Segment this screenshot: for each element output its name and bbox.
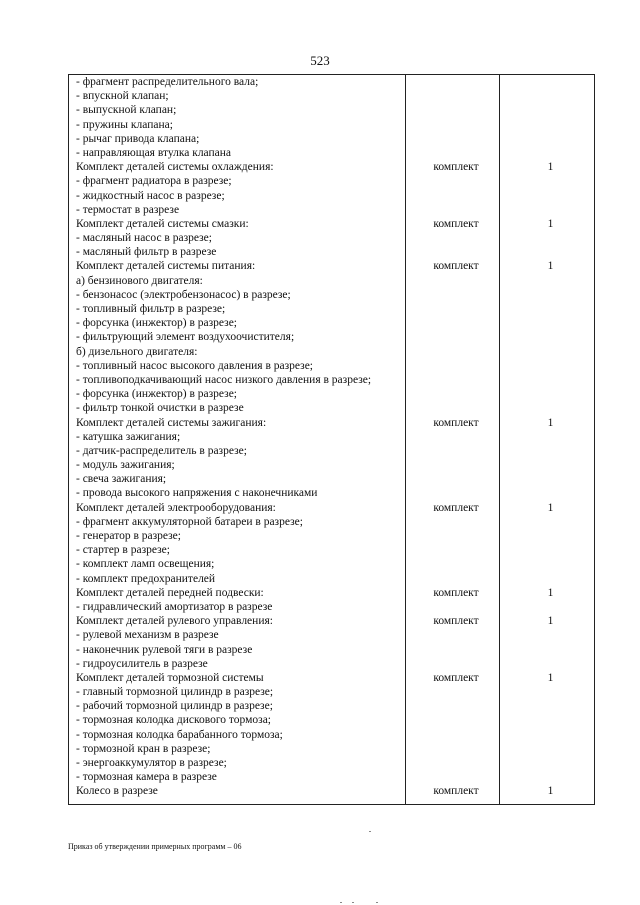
item-name: - топливный фильтр в разрезе; <box>76 303 226 315</box>
item-name: - генератор в разрезе; <box>76 530 181 542</box>
quantity-cell <box>507 189 594 203</box>
quantity-cell <box>507 373 594 387</box>
quantity-cell: 1 <box>547 260 554 273</box>
quantity-cell <box>507 75 594 89</box>
quantity-cell <box>507 430 594 444</box>
quantity-cell <box>507 330 594 344</box>
item-name: - рабочий тормозной цилиндр в разрезе; <box>76 700 273 713</box>
quantity-cell <box>507 515 594 529</box>
page-number: 523 <box>310 53 330 68</box>
quantity-cell <box>507 770 594 784</box>
item-name: Комплект деталей системы зажигания: <box>76 416 267 429</box>
item-name: а) бензинового двигателя: <box>76 274 203 287</box>
item-name: - пружины клапана; <box>76 118 173 131</box>
quantity-cell <box>507 699 594 713</box>
unit-cell <box>413 118 499 132</box>
quantity-cell <box>507 146 594 160</box>
quantity-cell <box>507 529 594 543</box>
unit-cell <box>413 770 499 784</box>
unit-cell <box>413 359 499 373</box>
quantity-cell <box>507 543 594 557</box>
quantity-cell <box>507 628 594 642</box>
unit-cell <box>413 756 499 770</box>
item-name: - впускной клапан; <box>76 90 169 103</box>
item-name: - датчик-распределитель в разрезе; <box>76 444 247 457</box>
unit-cell <box>413 430 499 444</box>
unit-cell <box>413 515 499 529</box>
item-name: - энергоаккумулятор в разрезе; <box>76 757 227 769</box>
unit-cell <box>413 345 499 359</box>
quantity-cell <box>507 600 594 614</box>
item-name: - наконечник рулевой тяги в разрезе <box>76 643 253 656</box>
unit-cell <box>413 628 499 642</box>
unit-cell <box>413 543 499 557</box>
unit-cell <box>413 231 499 245</box>
item-name: - тормозная колодка барабанного тормоза; <box>76 728 283 741</box>
item-name: Комплект деталей передней подвески: <box>76 586 264 599</box>
item-name: - тормозная колодка дискового тормоза; <box>76 714 271 727</box>
quantity-cell <box>507 742 594 756</box>
unit-cell <box>413 316 499 330</box>
item-name-column <box>69 75 406 805</box>
item-name: - модуль зажигания; <box>76 459 175 472</box>
item-name: Комплект деталей электрооборудования: <box>76 501 276 514</box>
unit-cell <box>413 89 499 103</box>
quantity-cell: 1 <box>547 671 554 684</box>
unit-cell <box>413 274 499 288</box>
unit-cell <box>413 685 499 699</box>
unit-column <box>406 75 500 805</box>
unit-cell <box>413 288 499 302</box>
quantity-cell <box>507 486 594 500</box>
item-name: - фильтрующий элемент воздухоочистителя; <box>76 331 295 344</box>
quantity-cell <box>507 316 594 330</box>
quantity-cell <box>507 387 594 401</box>
quantity-cell <box>507 274 594 288</box>
unit-cell <box>413 657 499 671</box>
item-name: - тормозная камера в разрезе <box>76 771 217 784</box>
unit-cell <box>413 529 499 543</box>
unit-cell: комплект <box>433 785 479 798</box>
scan-speck <box>340 902 342 903</box>
item-name: - фильтр тонкой очистки в разрезе <box>76 402 244 415</box>
quantity-cell <box>507 572 594 586</box>
quantity-cell <box>507 728 594 742</box>
item-name: - свеча зажигания; <box>76 473 167 486</box>
quantity-cell <box>507 302 594 316</box>
item-name: б) дизельного двигателя: <box>76 345 198 358</box>
unit-cell <box>413 643 499 657</box>
quantity-cell <box>507 231 594 245</box>
quantity-cell: 1 <box>547 501 554 514</box>
item-name: - бензонасос (электробензонасос) в разрезе; <box>76 288 291 301</box>
item-name: - жидкостный насос в разрезе; <box>76 189 225 202</box>
unit-cell: комплект <box>433 416 479 429</box>
unit-cell <box>413 728 499 742</box>
item-name: - гидравлический амортизатор в разрезе <box>76 600 273 613</box>
unit-cell <box>413 146 499 160</box>
item-name: - стартер в разрезе; <box>76 544 170 557</box>
unit-cell <box>413 330 499 344</box>
quantity-cell <box>507 203 594 217</box>
quantity-cell <box>507 132 594 146</box>
item-name: - форсунка (инжектор) в разрезе; <box>76 317 237 330</box>
item-name: Колесо в разрезе <box>76 785 158 798</box>
unit-cell: комплект <box>433 615 479 628</box>
item-name: - термостат в разрезе <box>76 203 180 216</box>
unit-cell <box>413 713 499 727</box>
item-name: - рулевой механизм в разрезе <box>76 629 219 642</box>
scan-speck <box>376 902 378 903</box>
item-name: - фрагмент радиатора в разрезе; <box>76 175 232 188</box>
item-name: - топливоподкачивающий насос низкого давления в разрезе; <box>76 373 372 386</box>
quantity-cell <box>507 444 594 458</box>
unit-cell <box>413 302 499 316</box>
footer-note: Приказ об утверждении примерных программ – 06 <box>68 842 242 851</box>
item-name: - гидроусилитель в разрезе <box>76 657 208 670</box>
item-name: - фрагмент аккумуляторной батареи в разрезе; <box>76 515 303 528</box>
unit-cell <box>413 373 499 387</box>
scan-speck <box>352 902 354 903</box>
unit-cell: комплект <box>433 501 479 514</box>
unit-cell <box>413 132 499 146</box>
item-name: - выпускной клапан; <box>76 104 177 117</box>
unit-cell: комплект <box>433 671 479 684</box>
quantity-cell: 1 <box>547 161 554 174</box>
item-name: - катушка зажигания; <box>76 430 181 443</box>
item-name: - тормозной кран в разрезе; <box>76 742 211 755</box>
item-name: Комплект деталей тормозной системы <box>76 671 264 684</box>
quantity-cell: 1 <box>547 586 554 599</box>
quantity-cell <box>507 557 594 571</box>
unit-cell: комплект <box>433 217 479 230</box>
item-name: - фрагмент распределительного вала; <box>76 76 259 88</box>
unit-cell: комплект <box>433 161 479 174</box>
quantity-cell: 1 <box>547 217 554 230</box>
quantity-cell <box>507 643 594 657</box>
quantity-column <box>500 75 595 805</box>
unit-cell <box>413 600 499 614</box>
unit-cell <box>413 458 499 472</box>
unit-cell <box>413 699 499 713</box>
quantity-cell <box>507 103 594 117</box>
item-name: - форсунка (инжектор) в разрезе; <box>76 388 237 401</box>
quantity-cell <box>507 713 594 727</box>
quantity-cell <box>507 174 594 188</box>
quantity-cell <box>507 288 594 302</box>
table-row <box>69 75 595 805</box>
quantity-cell <box>507 756 594 770</box>
item-name: - провода высокого напряжения с наконечниками <box>76 487 318 500</box>
quantity-cell: 1 <box>547 785 554 798</box>
unit-cell <box>413 245 499 259</box>
item-name: - комплект ламп освещения; <box>76 558 215 571</box>
unit-cell <box>413 189 499 203</box>
quantity-cell <box>507 245 594 259</box>
unit-cell <box>413 387 499 401</box>
quantity-cell <box>507 401 594 415</box>
unit-cell <box>413 401 499 415</box>
unit-cell: комплект <box>433 260 479 273</box>
item-name: Комплект деталей рулевого управления: <box>76 615 273 628</box>
unit-cell <box>413 572 499 586</box>
quantity-cell <box>507 89 594 103</box>
item-name: - главный тормозной цилиндр в разрезе; <box>76 686 274 699</box>
unit-cell <box>413 486 499 500</box>
quantity-cell <box>507 359 594 373</box>
scan-speck <box>369 831 371 832</box>
quantity-cell <box>507 458 594 472</box>
item-name: - масляный фильтр в разрезе <box>76 246 217 259</box>
item-name: - масляный насос в разрезе; <box>76 232 212 245</box>
quantity-cell <box>507 118 594 132</box>
unit-cell <box>413 174 499 188</box>
quantity-cell: 1 <box>547 416 554 429</box>
unit-cell <box>413 557 499 571</box>
unit-cell <box>413 75 499 89</box>
quantity-cell <box>507 472 594 486</box>
quantity-cell <box>507 685 594 699</box>
unit-cell <box>413 203 499 217</box>
unit-cell <box>413 472 499 486</box>
item-name: Комплект деталей системы питания: <box>76 260 256 273</box>
unit-cell <box>413 742 499 756</box>
quantity-cell <box>507 345 594 359</box>
item-name: - направляющая втулка клапана <box>76 146 232 159</box>
item-name: - топливный насос высокого давления в разрезе; <box>76 359 314 372</box>
item-name: Комплект деталей системы смазки: <box>76 217 249 230</box>
quantity-cell <box>507 657 594 671</box>
unit-cell <box>413 103 499 117</box>
item-name: Комплект деталей системы охлаждения: <box>76 161 274 174</box>
item-name: - рычаг привода клапана; <box>76 132 200 145</box>
item-name: - комплект предохранителей <box>76 572 216 585</box>
unit-cell <box>413 444 499 458</box>
equipment-table <box>68 74 595 805</box>
quantity-cell: 1 <box>547 615 554 628</box>
equipment-table-body <box>69 75 595 805</box>
unit-cell: комплект <box>433 586 479 599</box>
